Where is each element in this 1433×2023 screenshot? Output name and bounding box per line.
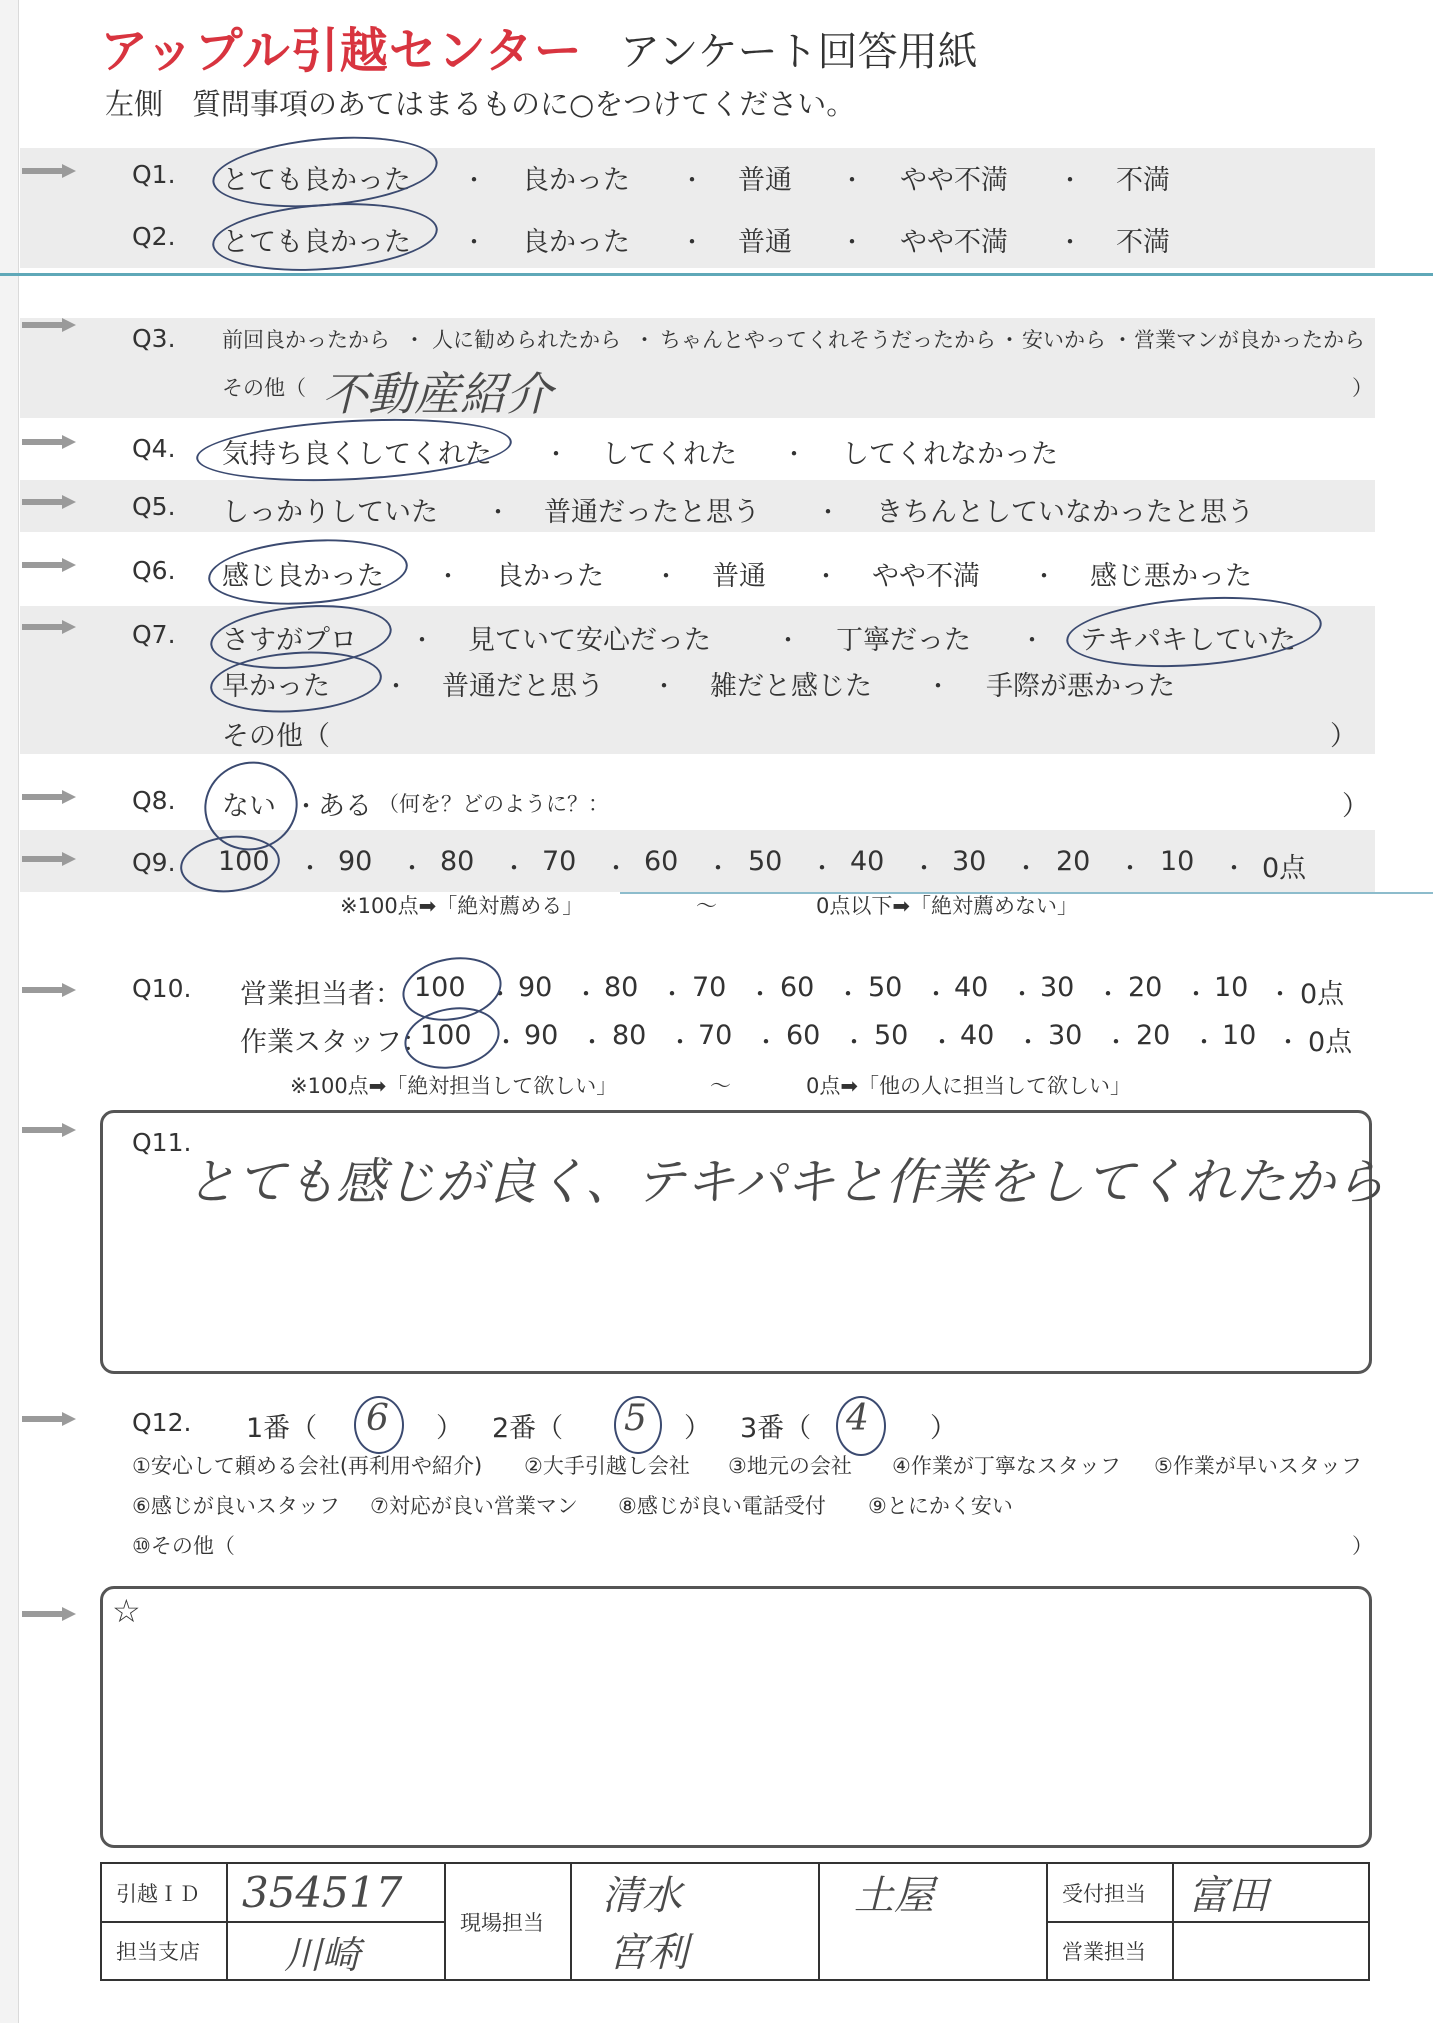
- separator: ・: [634, 328, 655, 352]
- q10-staff-score[interactable]: 60: [786, 1020, 821, 1051]
- q9-score[interactable]: 60: [644, 846, 679, 877]
- q10-staff-score[interactable]: 40: [960, 1020, 995, 1051]
- q10-sales-score[interactable]: 90: [518, 972, 553, 1003]
- q1-label: Q1.: [132, 160, 176, 189]
- q7-option[interactable]: 普通だと思う: [442, 671, 604, 702]
- separator: ・: [999, 328, 1020, 352]
- q11-label: Q11.: [132, 1128, 192, 1157]
- q5-option[interactable]: しっかりしていた: [222, 497, 438, 528]
- separator: ・: [294, 792, 318, 820]
- separator: ・: [816, 498, 840, 526]
- separator: ・: [776, 626, 800, 654]
- q12-rank1-circle: [354, 1396, 404, 1454]
- q5-option[interactable]: きちんとしていなかったと思う: [876, 497, 1254, 528]
- q7-label: Q7.: [132, 620, 176, 649]
- q10-sales-score[interactable]: 20: [1128, 972, 1163, 1003]
- q10-row1-label: 営業担当者：: [240, 979, 402, 1010]
- separator: ・: [436, 562, 460, 590]
- separator: ・: [754, 1028, 778, 1056]
- arrow-icon: [22, 620, 76, 634]
- q10-sales-score[interactable]: 80: [604, 972, 639, 1003]
- q10-staff-score[interactable]: 10: [1222, 1020, 1257, 1051]
- site-staff-3-text: 土屋: [854, 1873, 934, 1919]
- q10-staff-score[interactable]: 90: [524, 1020, 559, 1051]
- arrow-icon: [22, 495, 76, 509]
- arrow-icon: [22, 558, 76, 572]
- q12-rank1-label: 1番（: [246, 1413, 318, 1444]
- q10-sales-score[interactable]: 70: [692, 972, 727, 1003]
- separator: ・: [544, 440, 568, 468]
- q10-staff-score[interactable]: 0点: [1308, 1027, 1353, 1058]
- q8-close: ）: [1342, 791, 1369, 822]
- site-label: 現場担当: [445, 1863, 571, 1980]
- q2-label: Q2.: [132, 222, 176, 251]
- move-id-value[interactable]: [227, 1863, 445, 1922]
- separator: ・: [488, 980, 512, 1008]
- q7-other-label: その他（: [222, 721, 330, 752]
- q8-prompt: （何を？どのように？：: [378, 792, 609, 816]
- q4-option[interactable]: してくれなかった: [842, 439, 1058, 470]
- separator: ・: [1104, 1028, 1128, 1056]
- separator: ・: [1192, 1028, 1216, 1056]
- q8-label: Q8.: [132, 786, 176, 815]
- q12-choice: ⑥感じが良いスタッフ: [132, 1494, 340, 1518]
- reception-label: 受付担当: [1047, 1863, 1173, 1922]
- separator: ・: [836, 980, 860, 1008]
- q3-option[interactable]: 営業マンが良かったから: [1134, 328, 1365, 352]
- sales-label: 営業担当: [1047, 1922, 1173, 1980]
- q10-sales-score[interactable]: 0点: [1300, 979, 1345, 1010]
- q9-score[interactable]: 30: [952, 846, 987, 877]
- branch-label: 担当支店: [101, 1922, 227, 1980]
- footer-table: [100, 1862, 1370, 1981]
- separator: ・: [1268, 980, 1292, 1008]
- q3-other-answer[interactable]: 不動産紹介: [322, 367, 552, 421]
- q4-label: Q4.: [132, 434, 176, 463]
- q10-label: Q10.: [132, 974, 192, 1003]
- q7-option[interactable]: 早かった: [222, 671, 330, 702]
- move-id-label: 引越ＩＤ: [101, 1863, 227, 1922]
- q12-rank1-value[interactable]: 6: [366, 1398, 389, 1439]
- separator: ・: [1032, 562, 1056, 590]
- q1-option[interactable]: とても良かった: [222, 165, 411, 196]
- q12-choice: ③地元の会社: [728, 1454, 852, 1478]
- q6-option[interactable]: 良かった: [496, 561, 604, 592]
- q7-option[interactable]: テキパキしていた: [1080, 625, 1296, 656]
- q12-choice: ⑨とにかく安い: [868, 1494, 1013, 1518]
- separator: ・: [912, 854, 936, 882]
- q1-option[interactable]: 良かった: [522, 165, 630, 196]
- q9-score[interactable]: 90: [338, 846, 373, 877]
- q3-option[interactable]: 前回良かったから: [222, 328, 390, 352]
- separator: ・: [652, 672, 676, 700]
- q8-option[interactable]: ない: [222, 791, 276, 822]
- separator: ・: [1096, 980, 1120, 1008]
- separator: ・: [1058, 228, 1082, 256]
- sales-value[interactable]: [1173, 1922, 1369, 1980]
- separator: ・: [1184, 980, 1208, 1008]
- separator: ・: [782, 440, 806, 468]
- q3-label: Q3.: [132, 324, 176, 353]
- separator: ・: [1058, 166, 1082, 194]
- q10-sales-score[interactable]: 30: [1040, 972, 1075, 1003]
- q9-score[interactable]: 50: [748, 846, 783, 877]
- q12-rank3-circle: [836, 1396, 886, 1456]
- branch-value[interactable]: [227, 1922, 445, 1980]
- q6-option[interactable]: やや不満: [872, 561, 980, 592]
- separator: ・: [410, 626, 434, 654]
- arrow-icon: [22, 435, 76, 449]
- scan-line: [0, 273, 1433, 276]
- q10-sales-score[interactable]: 40: [954, 972, 989, 1003]
- separator: ・: [1118, 854, 1142, 882]
- q9-score[interactable]: 100: [218, 846, 270, 877]
- separator: ・: [930, 1028, 954, 1056]
- q6-option[interactable]: 感じ悪かった: [1090, 561, 1252, 592]
- separator: ・: [1016, 1028, 1040, 1056]
- q6-option[interactable]: 感じ良かった: [222, 561, 384, 592]
- q4-option[interactable]: 気持ち良くしてくれた: [222, 439, 492, 470]
- q11-answer[interactable]: とても感じが良く、テキパキと作業をしてくれたから: [186, 1153, 1385, 1211]
- q12-choice: ②大手引越し会社: [524, 1454, 690, 1478]
- separator: ・: [384, 672, 408, 700]
- q6-option[interactable]: 普通: [712, 561, 766, 592]
- q12-rank3-value[interactable]: 4: [846, 1398, 869, 1439]
- q10-sales-score[interactable]: 50: [868, 972, 903, 1003]
- separator: ・: [840, 228, 864, 256]
- move-id-text: 354517: [242, 1868, 403, 1917]
- q2-option[interactable]: やや不満: [900, 227, 1008, 258]
- separator: ・: [580, 1028, 604, 1056]
- site-staff-2-text: 宮利: [608, 1930, 688, 1976]
- company-name: アップル引越センター: [100, 23, 583, 79]
- q9-score[interactable]: 40: [850, 846, 885, 877]
- arrow-icon: [22, 1123, 76, 1137]
- star-icon: ☆: [112, 1592, 141, 1630]
- q6-answer-circle: [206, 533, 410, 611]
- q9-score[interactable]: 10: [1160, 846, 1195, 877]
- separator: ・: [298, 854, 322, 882]
- separator: ・: [654, 562, 678, 590]
- separator: ・: [660, 980, 684, 1008]
- separator: ・: [604, 854, 628, 882]
- q9-score[interactable]: 20: [1056, 846, 1091, 877]
- q10-row2-label: 作業スタッフ：: [240, 1027, 429, 1058]
- separator: ・: [400, 854, 424, 882]
- q2-option[interactable]: とても良かった: [222, 227, 411, 258]
- q12-rank2-circle: [614, 1396, 662, 1454]
- separator: ・: [748, 980, 772, 1008]
- punch-strip: [0, 0, 19, 2023]
- q10-note-right: 0点➡「他の人に担当して欲しい」: [806, 1074, 1131, 1098]
- q9-note-left: ※100点➡「絶対薦める」: [340, 894, 584, 918]
- separator: ・: [1010, 980, 1034, 1008]
- q1-option[interactable]: 不満: [1116, 165, 1170, 196]
- q12-rank2-label: 2番（: [492, 1413, 564, 1444]
- q9-note-right: 0点以下➡「絶対薦めない」: [816, 894, 1078, 918]
- q10-sales-score[interactable]: 60: [780, 972, 815, 1003]
- separator: ・: [810, 854, 834, 882]
- q7-option[interactable]: さすがプロ: [222, 625, 357, 656]
- arrow-icon: [22, 983, 76, 997]
- arrow-icon: [22, 164, 76, 178]
- q3-other-label: その他（: [222, 376, 306, 400]
- q12-other-label: ⑩その他（: [132, 1534, 235, 1558]
- q3-option[interactable]: 人に勧められたから: [432, 328, 621, 352]
- q5-option[interactable]: 普通だったと思う: [544, 497, 760, 528]
- site-staff-3[interactable]: [819, 1863, 1047, 1980]
- q4-answer-circle: [195, 412, 514, 488]
- q7-option[interactable]: 雑だと感じた: [710, 671, 872, 702]
- q12-choice: ④作業が丁寧なスタッフ: [892, 1454, 1121, 1478]
- q3-option[interactable]: 安いから: [1022, 328, 1106, 352]
- separator: ・: [502, 854, 526, 882]
- q7-option[interactable]: 手際が悪かった: [986, 671, 1175, 702]
- q10-staff-score[interactable]: 100: [420, 1020, 472, 1051]
- q12-label: Q12.: [132, 1408, 192, 1437]
- form-title: アンケート回答用紙: [620, 29, 978, 75]
- separator: ・: [1112, 328, 1133, 352]
- q12-rank2-close: ）: [684, 1413, 711, 1444]
- q10-sales-score[interactable]: 100: [414, 972, 466, 1003]
- arrow-icon: [22, 790, 76, 804]
- q12-rank2-value[interactable]: 5: [624, 1398, 647, 1439]
- separator: ・: [1222, 854, 1246, 882]
- q9-label: Q9.: [132, 848, 176, 877]
- q4-option[interactable]: してくれた: [602, 439, 737, 470]
- q7-other-close: ）: [1330, 721, 1357, 752]
- q6-label: Q6.: [132, 556, 176, 585]
- separator: ・: [924, 980, 948, 1008]
- q12-choice: ⑧感じが良い電話受付: [618, 1494, 826, 1518]
- q9-note-mid: ～: [696, 894, 717, 918]
- separator: ・: [814, 562, 838, 590]
- q7-option[interactable]: 丁寧だった: [836, 625, 971, 656]
- site-staff-1-text: 清水: [602, 1873, 682, 1919]
- separator: ・: [926, 672, 950, 700]
- q12-rank1-close: ）: [436, 1413, 463, 1444]
- branch-text: 川崎: [284, 1932, 361, 1977]
- q1-option[interactable]: 普通: [738, 165, 792, 196]
- arrow-icon: [22, 318, 76, 332]
- separator: ・: [462, 228, 486, 256]
- separator: ・: [574, 980, 598, 1008]
- q1-option[interactable]: やや不満: [900, 165, 1008, 196]
- q2-option[interactable]: 良かった: [522, 227, 630, 258]
- q3-option[interactable]: ちゃんとやってくれそうだったから: [660, 328, 996, 352]
- q7-option[interactable]: 見ていて安心だった: [468, 625, 711, 656]
- q2-option[interactable]: 不満: [1116, 227, 1170, 258]
- q12-other-close: ）: [1352, 1534, 1373, 1558]
- q10-staff-score[interactable]: 30: [1048, 1020, 1083, 1051]
- q8-option[interactable]: ある: [318, 791, 372, 822]
- comment-box[interactable]: [100, 1586, 1372, 1848]
- q10-staff-score[interactable]: 70: [698, 1020, 733, 1051]
- arrow-icon: [22, 1607, 76, 1621]
- q5-label: Q5.: [132, 492, 176, 521]
- q10-sales-score[interactable]: 10: [1214, 972, 1249, 1003]
- q12-rank3-close: ）: [930, 1413, 957, 1444]
- q10-note-mid: ～: [710, 1074, 731, 1098]
- separator: ・: [840, 166, 864, 194]
- site-staff-1[interactable]: [571, 1863, 819, 1980]
- q12-choice: ⑤作業が早いスタッフ: [1154, 1454, 1362, 1478]
- separator: ・: [1014, 854, 1038, 882]
- q9-score[interactable]: 0点: [1262, 853, 1307, 884]
- q10-staff-score[interactable]: 50: [874, 1020, 909, 1051]
- q10-note-left: ※100点➡「絶対担当して欲しい」: [290, 1074, 618, 1098]
- q2-option[interactable]: 普通: [738, 227, 792, 258]
- separator: ・: [680, 166, 704, 194]
- q12-choice: ⑦対応が良い営業マン: [370, 1494, 578, 1518]
- q12-rank3-label: 3番（: [740, 1413, 812, 1444]
- q10-staff-score[interactable]: 80: [612, 1020, 647, 1051]
- separator: ・: [486, 498, 510, 526]
- reception-text: 富田: [1188, 1873, 1268, 1919]
- separator: ・: [404, 328, 425, 352]
- q12-choice: ①安心して頼める会社(再利用や紹介): [132, 1454, 483, 1478]
- q9-score[interactable]: 80: [440, 846, 475, 877]
- separator: ・: [1020, 626, 1044, 654]
- arrow-icon: [22, 852, 76, 866]
- reception-value[interactable]: [1173, 1863, 1369, 1922]
- separator: ・: [668, 1028, 692, 1056]
- separator: ・: [706, 854, 730, 882]
- q9-score[interactable]: 70: [542, 846, 577, 877]
- separator: ・: [680, 228, 704, 256]
- separator: ・: [462, 166, 486, 194]
- q3-other-close: ）: [1352, 376, 1373, 400]
- separator: ・: [494, 1028, 518, 1056]
- q10-staff-score[interactable]: 20: [1136, 1020, 1171, 1051]
- separator: ・: [842, 1028, 866, 1056]
- instruction: 左側 質問事項のあてはまるものに○をつけてください。: [105, 87, 856, 121]
- separator: ・: [1276, 1028, 1300, 1056]
- arrow-icon: [22, 1412, 76, 1426]
